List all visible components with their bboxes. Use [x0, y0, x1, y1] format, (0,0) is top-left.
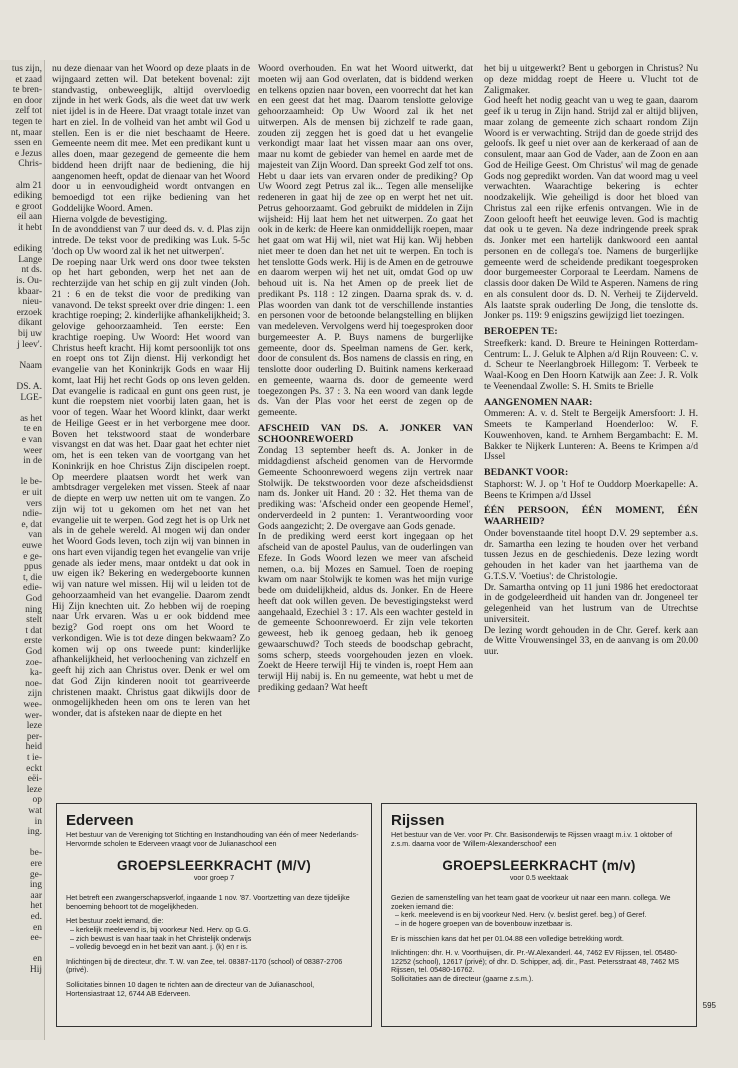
facing-page-fragment: ning — [25, 604, 42, 615]
facing-page-fragment: t, die — [23, 572, 42, 583]
facing-page-fragment: in — [34, 816, 42, 827]
list-item: – kerkelijk meelevend is, bij voorkeur Ned. Herv. op G.G. — [70, 926, 362, 935]
facing-page-fragment: DS. A. — [16, 382, 42, 392]
paragraph: Ommeren: A. v. d. Stelt te Bergeijk Amersfoort: J. H. Smeets te Kamperland Hoenderloo: W. F. Kouwenhoven, kand. te Arnhem Bergambacht: E. M. Bakker te Nijkerk Lunteren: A. Beens te Krimpen a/d IJssel — [484, 408, 698, 463]
facing-page-fragment: eëi- — [27, 774, 42, 785]
facing-page-fragment: zijn — [27, 689, 42, 700]
advert-intro: Het bestuur van de Vereniging tot Stichting en Instandhouding van één of meer Nederlands-Hervormde scholen te Ederveen vraagt voor de Julianaschool een — [66, 830, 359, 848]
facing-page-fragment: Lange — [18, 254, 42, 265]
advert-position: GROEPSLEERKRACHT (M/V) — [116, 858, 312, 874]
facing-page-fragment: ing — [29, 880, 42, 891]
facing-page-fragment: te en — [23, 424, 42, 435]
facing-page-fragment: nt ds. — [21, 265, 42, 276]
advert-requirements — [66, 926, 362, 952]
facing-page-fragment: erzoek — [16, 307, 42, 318]
facing-page-fragment: dikant — [18, 318, 42, 329]
advert-place: Ederveen — [66, 812, 134, 829]
paragraph: Streefkerk: kand. D. Breure te Heiningen Rotterdam-Centrum: L. J. Geluk te Alphen a/d Rijn Rouveen: C. v. d. Scheur te Neerlangbroek Hillegom: T. Verbeek te Waal-Koog en Den Hoorn Katwijk aan Zee: J. R. Volk te Veenendaal Zwolle: S. H. Smits te Brielle — [484, 337, 698, 392]
paragraph: De roeping naar Urk werd ons door twee teksten op het hart gebonden, werp het net aan de rechterzijde van het schip en gij zult vinden (Joh. 21 : 6 en de tekst die voor de prediking van vanavond. De tekst spreekt over drie dingen: 1. een krachtige roeping; 2. kinderlijke afhankelijkheid; 3. gelovige gehoorzaamheid. Ten eerste: Een krachtige roeping. Uw Woord: Het woord van Christus heeft kracht. Hij komt persoonlijk tot ons en roept ons tot Zijn dienst. Hij verkondigt het evangelie van het Koninkrijk Gods en waar Hij komt, laat Hij het recht Gods op ons leven gelden. Dat evangelie is radicaal en gunt ons geen rust, je kunt die roepstem niet voorbij laten gaan, het is voor of tegen. Waar het Woord klinkt, daar werkt de Heilige Geest er in het verborgene mee door. Boven het tekstwoord staat de wonderbare visvangst en dat was het. Daar gaat het echter niet om, het is een teken van de voortgang van het Koninkrijk en hoe Christus Zijn discipelen roept. Op meerdere plaatsen wordt het werk van ambtsdrager vergeleken met vissen. Steek af naar de diepte en werp uw netten uit om te vangen. Zo zijn wij tot u gekomen om het net van het evangelie uit te werpen. God zegt het is op Urk net als in de gehele wereld. Al mogen wij dan onder het Woord Gods leven, toch zijn wij van binnen in ons hart even vijandig tegen het evangelie van vrije genade als ieder mens, maar ontdekt u dat ook in uw eigen ik? Bekering en wedergeboorte kunnen wij van nature wel missen. Hij wil u leiden tot de gehoorzaamheid van het evangelie. Daarom zendt Hij Zijn knechten uit. Zo hebben wij de roeping naar Urk ervaren. Was u er ook biddend mee bezig? God roept ons om het Woord te verkondigen. Wie is tot deze dingen bekwaam? Zo komen wij op ons tweede punt: kinderlijke afhankelijkheid, het verloochening van zichzelf en geeft hij zich aan Christus over. Denk er wel om dat God Zijn kinderen nooit tot gearriveerde christenen maakt. Christus gaat dikwijls door de onmogelijkheden heen om ons te leren van het wonder, dat is afsteken naar de diepte en het — [52, 256, 250, 719]
paragraph: het bij u uitgewerkt? Bent u geborgen in Christus? Nu op deze middag roept de Heere u. Vlucht tot de Zaligmaker. — [484, 64, 698, 96]
section-heading: AFSCHEID VAN DS. A. JONKER VAN SCHOONREWOERD — [258, 422, 473, 445]
list-item: – volledig bevoegd en in het bezit van aant. j. (k) en r is. — [70, 943, 362, 952]
list-item: – kerk. meelevend is en bij voorkeur Ned. Herv. (v. beslist geref. beg.) of Geref. — [395, 911, 687, 920]
facing-page-fragment: tus zijn, — [11, 64, 42, 74]
facing-page-fragment: e groot — [15, 201, 42, 212]
facing-page-fragment: it hebt — [17, 223, 42, 233]
facing-page-fragment: nieu- — [22, 297, 42, 308]
paragraph: Onder bovenstaande titel hoopt D.V. 29 september a.s. dr. Samartha een lezing te houden over het verband tussen Jezus en de geschiedenis. Deze lezing wordt gehouden in het kader van het jaarthema van de G.T.S.V. 'Voetius': de Christologie. — [484, 527, 698, 582]
facing-page-fragment: ere — [30, 859, 42, 869]
facing-page-fragment: ed. — [30, 912, 42, 922]
paragraph: Dr. Samartha ontving op 11 juni 1986 het eredoctoraat in de godgeleerdheid uit handen van dr. Jongeneel ter gelegenheid van het lustrum van de Utrechtse universiteit. — [484, 581, 698, 625]
page-number: 595 — [702, 1001, 716, 1010]
facing-page-fragment: LGE- — [20, 392, 42, 403]
facing-page-fragment: bij uw — [17, 329, 42, 339]
paragraph: De lezing wordt gehouden in de Chr. Geref. kerk aan de Witte Vrouwensingel 33, en de aanvang is om 20.00 uur. — [484, 624, 698, 657]
facing-page-fragment: van — [28, 530, 42, 541]
paragraph: God heeft het nodig geacht van u weg te gaan, daarom geef ik u terug in Zijn hand. Strijd zal er altijd blijven, maar zolang de gemeente zich schaart rondom Zijn Woord is er verwachting. Strijd dan de goede strijd des geloofs. Ik geef u niet over aan de kerkeraad of aan de consulent, maar aan God de Vader, aan de Zoon en aan God de Heilige Geest. Om Christus' wil mag de genade Gods nog gepredikt worden. Van dat woord mag u veel verwachten. Waarachtige bekering is echter noodzakelijk. Wie geheiligd is door het bloed van Christus zal een rijke erfenis ontvangen. Wie in de Zoon gelooft heeft het eeuwige leven. God is machtig dat ook u te geven. Na deze indringende preek sprak ds. Jonker met een hartelijk dankwoord een aantal personen en de collega's toe. Namens de burgerlijke gemeente werd de scheidende predikant toegesproken door burgemeester Corporaal te Leerdam. Namens de classis door daken De Wild te Asperen. Namens de ring en als consulent door ds. D. N. Verheij te Zijderveld. Als laatste sprak ouderling De Jong, die tenslotte ds. Jonker ps. 119: 9 enigszins gewijzigd liet toezingen. — [484, 95, 698, 322]
facing-page-fragment: erste — [24, 636, 42, 647]
facing-page-fragment: t dat — [25, 625, 42, 636]
facing-page-fragment: aar — [30, 890, 42, 901]
section-heading: AANGENOMEN NAAR: — [484, 396, 593, 408]
facing-page-fragment: te bren- — [12, 85, 42, 96]
advert-seek: Het bestuur zoekt iemand, die: — [66, 916, 164, 926]
facing-page-fragment: ediking — [13, 244, 42, 255]
facing-page-fragment: t ie- — [26, 753, 42, 763]
job-advert-ederveen — [56, 803, 372, 1027]
advert-group: voor groep 7 — [193, 873, 235, 883]
facing-page-fragment: Naam — [19, 360, 42, 371]
facing-page-fragment: heid — [25, 742, 42, 753]
facing-page-fragment: God — [25, 647, 42, 657]
advert-place: Rijssen — [391, 812, 445, 829]
paragraph: In de prediking werd eerst kort ingegaan op het afscheid van de apostel Paulus, van de ouderlingen van Efeze. In Gods Woord lezen we meer van afscheid nemen, o.a. bij Mozes en Samuel. Toen de roeping kwam om naar Stolwijk te komen was het mijn vurige bede om duidelijkheid, aldus ds. Jonker. En de Heere heeft dat ook willen geven. De bevestigingstekst werd aangehaald, Ezechiel 3 : 17. Als een wachter gesteld in de gemeente Schoonrewoerd. Er zijn vele tekorten geweest, heb ik genoeg gedaan, heb ik genoeg gewaarschuwd? Toch steeds de boodschap gebracht, soms scherp, steeds voorgehouden jezen en vloek. Zoekt de Heere terwijl Hij te vinden is, roept Hem aan terwijl Hij nabij is. En nu gemeente, wat hebt u met de prediking gedaan? Wat heeft — [258, 531, 473, 693]
facing-page-fragment: nt, maar — [10, 127, 42, 138]
facing-page-fragment: tegen te — [12, 117, 42, 127]
facing-page-fragment: e ge- — [23, 551, 42, 562]
advert-hours: voor 0.5 weektaak — [509, 873, 569, 883]
facing-page-fragment: be- — [29, 848, 42, 859]
section-heading: ÉÉN PERSOON, ÉÉN MOMENT, ÉÉN WAARHEID? — [484, 505, 698, 527]
list-item: – zich bewust is van haar taak in het Christelijk onderwijs — [70, 935, 362, 944]
advert-info: Inlichtingen bij de directeur, dhr. T. W. van Zee, tel. 08387-1170 (school) of 08387-2706 (privé). — [66, 956, 343, 975]
paragraph: Woord overhouden. En wat het Woord uitwerkt, dat moeten wij aan God overlaten, dat is biddend werken en telkens opzien naar boven, een voorrecht dat het kan en een geest dat het mag. Daarom tenslotte gelovige gehoorzaamheid: Op Uw Woord zal ik het net uitwerpen. Als de mensen bij zichzelf te rade gaan, zouden zij zeggen het is goed dat u het evangelie verkondigt maar laat het vissen maar aan ons over, maar nu komt de gebieder van hemel en aarde met de majesteit van Zijn Woord. Dan spreekt God zelf tot ons. Hebt u daar iets van ervaren onder de prediking? Op Uw Woord zegt Petrus zal ik... Tegen alle menselijke redeneren in gaat hij de zee op en werpt het net uit. Petrus gehoorzaamt. God gebruikt de middelen in Zijn wijsheid: Hij laat hem het net uitwerpen. Zo gaat het ook in de kerk: de Heere kan onmiddellijk roepen, maar het gaat om wat Hij wil, niet wat Hij kan. Wij hebben niet meer te doen dan het net uit te werpen. En toch is het tenslotte Gods werk. Hij is de Amen en de getrouwe en daarom werpen wij het net uit, omdat God op uw behoud uit is. Na het Amen op de preek liet de predikant Ps. 118 : 12 zingen. Daarna sprak ds. v. d. Plas woorden van dank tot de verschillende instanties en personen voor de betoonde belangstelling en blijken van medeleven. Vervolgens werd hij toegesproken door burgemeester A. P. Buys namens de burgerlijke gemeente, door ds. Speelman namens de Ger. kerk, door de consulent ds. Bos namens de classis en ring, en tenslotte door ouderling D. Buitink namens kerkeraad en gemeente, waarna ds. door de gemeente werd toegezongen Ps. 37 : 3. Na een woord van dank legde ds. Van der Plas voor het eerst de zegen op de gemeente. — [258, 64, 473, 418]
facing-page-fragment: wee- — [23, 700, 42, 710]
facing-page-fragment: en — [33, 954, 42, 965]
advert-info: Inlichtingen: dhr. H. v. Voorthuijsen, dir. Pr.-W.Alexanderl. 44, 7462 EV Rijssen, tel. 05480-12252 (school), 12617 (privé); of dhr. D. Schipper, adj. dir., Past. Petersstraat 48, 7462 MS Rijssen, tel. 05480-16762. — [391, 948, 680, 975]
facing-page-fragment: e Jezus — [14, 148, 42, 159]
facing-page-fragment: ssen en — [14, 138, 42, 149]
paragraph: In de avonddienst van 7 uur deed ds. v. d. Plas zijn intrede. De tekst voor de prediking was Luk. 5-5c 'doch op Uw woord zal ik het net uitwerpen'. — [52, 224, 250, 257]
advert-apply: Sollicitaties aan de directeur (gaarne z.s.m.). — [391, 973, 534, 983]
facing-page-fragment: leze — [26, 721, 42, 732]
advert-intro: Het bestuur van de Ver. voor Pr. Chr. Basisonderwijs te Rijssen vraagt m.i.v. 1 oktober of z.s.m. daarna voor de 'Willem-Alexanderschool' een — [391, 830, 673, 848]
facing-page-fragment: ka- — [29, 668, 42, 679]
facing-page-fragment: ediking — [13, 191, 42, 202]
section-heading: BEROEPEN TE: — [484, 326, 558, 337]
facing-page-fragment: ee- — [30, 933, 42, 944]
paragraph: nu deze dienaar van het Woord op deze plaats in de wijngaard zetten wil. Dat betekent bovenal: zijt standvastig, onbeweeglijk, altijd overvloedig zijnde in het werk Gods, als die weet dat uw werk niet ijdel is in de Heere. Dat vraagt totale inzet van hart en ziel. In de volheid van het ambt wil God u stellen. Een is er die niet beschaamt de Heere. Gemeente neem dit mee. Met een predikant kunt u alles doen, maar gezegend de gemeente die hem biddend heen drijft naar de bediening, die hij aangenomen heeft, opdat de dienaar van het Woord door u in eenvoudigheid wordt ontvangen en bemoedigd tot een rijke bediening van het Goddelijke Woord. Amen. — [52, 64, 250, 214]
facing-page-fragment: as het — [20, 413, 42, 424]
advert-detail: Gezien de samenstelling van het team gaat de voorkeur uit naar een mann. collega. We zoeken iemand die: — [391, 893, 671, 911]
facing-page-fragment: et zaad — [15, 74, 42, 85]
facing-page-fragment: alm 21 — [15, 180, 42, 191]
facing-page-fragment: ppus — [24, 562, 42, 573]
paragraph: Zondag 13 september heeft ds. A. Jonker in de middagdienst afscheid genomen van de Hervormde Gemeente Schoonrewoerd wegens zijn vertrek naar Stolwijk. De tekstwoorden voor deze afscheidsdienst nam ds. Jonker uit Hand. 20 : 32. Het thema van de prediking was: 'Afscheid onder een geopende Hemel', onderverdeeld in 2 punten: 1. Verantwoording voor Gods aangezicht; 2. De overgave aan Gods genade. — [258, 445, 473, 532]
facing-page-fragment: noe- — [25, 678, 42, 689]
advert-arrangement: Er is misschien kans dat het per 01.04.88 een volledige betrekking wordt. — [391, 933, 624, 943]
facing-page-fragment: Chris- — [18, 159, 42, 170]
facing-page-edge — [0, 60, 45, 1040]
facing-page-fragment: er uit — [22, 488, 42, 498]
facing-page-fragment: God — [25, 594, 42, 604]
facing-page-fragment: e, dat — [21, 519, 42, 530]
list-item: – in de hogere groepen van de bovenbouw inzetbaar is. — [395, 920, 687, 929]
facing-page-fragment: euwe — [21, 541, 42, 551]
facing-page-fragment: is. Ou- — [16, 276, 42, 286]
facing-page-fragment: stelt — [26, 615, 42, 626]
advert-apply: Sollicitaties binnen 10 dagen te richten aan de directeur van de Julianaschool, Hortensiastraat 12, 6744 AB Ederveen. — [66, 979, 315, 998]
facing-page-fragment: vers — [26, 498, 42, 509]
facing-page-fragment: en door — [13, 95, 42, 106]
facing-page-fragment: ing. — [27, 827, 42, 838]
advert-detail: Het betreft een zwangerschapsverlof, ingaande 1 nov. '87. Voortzetting van deze tijdelijke benoeming behoort tot de mogelijkheden. — [66, 893, 350, 911]
facing-page-fragment: wat — [28, 806, 42, 816]
facing-page-fragment: edie- — [23, 583, 42, 594]
facing-page-fragment: het — [30, 901, 42, 912]
facing-page-fragment: le be- — [20, 477, 42, 488]
facing-page-fragment: wer- — [24, 710, 42, 721]
facing-page-fragment: eckt — [26, 763, 42, 774]
paragraph: Hierna volgde de bevestiging. — [52, 213, 168, 225]
facing-page-fragment: ndie- — [22, 509, 42, 520]
facing-page-fragment: kbaar- — [17, 286, 42, 297]
paragraph: Staphorst: W. J. op 't Hof te Ouddorp Moerkapelle: A. Beens te Krimpen a/d IJssel — [484, 478, 698, 501]
job-advert-rijssen — [381, 803, 697, 1027]
facing-page-fragment: zelf tot — [15, 106, 42, 117]
facing-page-fragment: leze — [26, 784, 42, 795]
advert-requirements — [391, 911, 687, 928]
facing-page-fragment: op — [32, 795, 42, 806]
facing-page-fragment: j leev'. — [17, 339, 42, 350]
facing-page-fragment: en — [33, 922, 42, 933]
facing-page-fragment: per- — [26, 731, 42, 742]
facing-page-fragment: ge- — [29, 869, 42, 880]
facing-page-fragment: e van — [21, 435, 42, 445]
section-heading: BEDANKT VOOR: — [484, 467, 569, 478]
facing-page-fragment: eil aan — [16, 212, 42, 223]
facing-page-fragment: zoe- — [25, 657, 42, 668]
facing-page-fragment: in de — [23, 456, 42, 467]
facing-page-fragment: weer — [23, 445, 42, 456]
facing-page-fragment: Hij — [29, 965, 42, 975]
advert-position: GROEPSLEERKRACHT (m/v) — [442, 858, 636, 874]
